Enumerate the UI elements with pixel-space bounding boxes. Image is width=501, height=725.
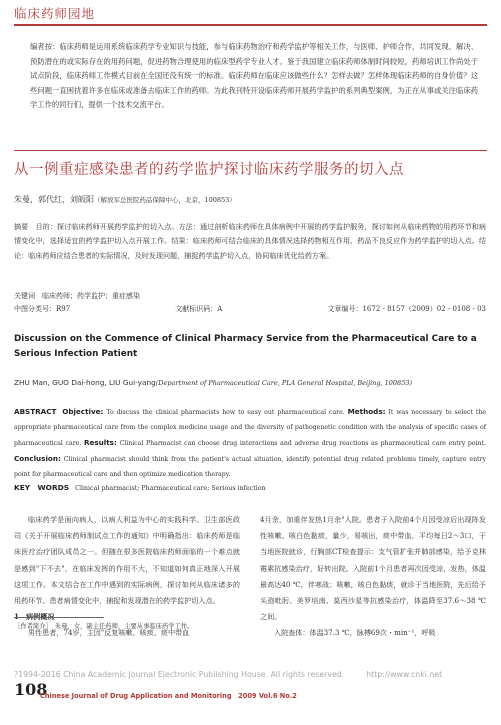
results-label: Results:	[83, 438, 117, 447]
body-paragraph: 男性患者，74岁，主因"反复咳嗽、咳痰、痰中带血	[28, 628, 190, 638]
article-title: 从一例重症感染患者的药学监护探讨临床药学服务的切入点	[14, 162, 404, 178]
objective-text: To discuss the clinical pharmacists how to easy out pharmaceutical care.	[106, 409, 345, 416]
objective-label: Objective:	[62, 407, 104, 416]
body-paragraph: 入院查体：体温37.3 ℃，脉搏69次・min⁻¹，呼吸	[274, 628, 436, 638]
methods-text: It was necessary to select the appropriate pharmaceutical care from the complex medicine usage and the diversity of pathogenetic condition with the analysis of specific cases of pharmaceutical care.	[14, 409, 487, 447]
body-paragraph: 临床药学是面向病人，以病人利益为中心的实践科学。卫生部医政司《关于开展临床药师制试点工作的通知》中明确指出：临床药师是临床医疗治疗团队成员之一。但随在很多医院临床药师面临的一个难点就是感到"下不去"，在临床发挥的作用不大，不知道如何真正地深入开展这项工作。本文结合在工作中遇到的实际病例，探讨如何从临床诸多的用药环节、患者病情变化中，捕捉和发现潜在的药学监护切入点。	[14, 515, 240, 606]
column-title: 临床药师园地	[14, 6, 96, 21]
journal-footer: Chinese Journal of Drug Application and Monitoring 2009 Vol.6 No.2	[40, 692, 297, 700]
conclusion-text: Clinical pharmacist should think from the patient's actual situation, identify potential drug related problems timely, capture entry point for pharmaceutical care and then optimize medication therapy.	[14, 456, 486, 478]
copyright-watermark	[14, 670, 442, 679]
abstract-en	[14, 404, 486, 482]
clc-number: 中图分类号：R97	[14, 305, 71, 313]
classification-row	[14, 304, 486, 314]
author-names: 朱曼，郭代红，刘皈阳	[14, 195, 94, 204]
title-rule	[14, 150, 487, 151]
watermark-text: ?1994-2016 China Academic Journal Electronic Publishing House. All rights reserved.	[14, 670, 345, 679]
document-code: 文献标识码：A	[175, 305, 223, 313]
authors-en	[14, 378, 412, 387]
keywords-cn: 关键词 临床药师；药学监护；重症感染	[14, 292, 140, 300]
keywords-en	[14, 482, 266, 493]
conclusion-label: Conclusion:	[14, 454, 61, 463]
authors	[14, 194, 236, 205]
body-paragraph: 4月余，加重伴发热1月余"入院。患者于入院前4个月因受凉后出现阵发性咳嗽、咳白色黏痰，量少，易咳出，痰中带血，平均每日2～3口，于当地医院就诊，行胸部CT检查提示：支气管扩张并肺部感染，给予克林霉素抗感染治疗，好转出院。入院前1个月患者再次因受凉，发热，体温最高达40 ℃，伴寒战；咳嗽，咳白色黏痰，就诊于当地医院，先后给予头孢吡肟、美罗培南、莫西沙星等抗感染治疗，体温降至37.6～38 ℃之间。	[260, 515, 486, 622]
author-affiliation: （解放军总医院药品保障中心，北京，100853）	[94, 196, 236, 204]
keywords-en-text: Clinical pharmacist; Pharmaceutical care; Serious infection	[75, 485, 266, 492]
watermark-url: http://www.cnki.net	[366, 670, 443, 679]
methods-label: Methods:	[347, 407, 386, 416]
header-rule	[14, 24, 487, 26]
abstract-en-label: ABSTRACT	[14, 407, 57, 416]
keywords-en-label: KEY WORDS	[14, 483, 70, 492]
footnote-rule	[14, 617, 104, 618]
author-names-en: ZHU Man, GUO Dai-hong, LIU Gui-yang	[14, 378, 156, 387]
section-heading: 1 病例概况	[14, 612, 55, 622]
author-footnote: ［作者简介］ 朱曼，女，副主任药师，主要从事临床药学工作。	[14, 623, 194, 630]
page-number: 108	[14, 680, 48, 699]
body-column-right	[260, 512, 486, 642]
results-text: Clinical Pharmacist can choose drug interactions and adverse drug reactions as pharmaceutical care entry point.	[119, 440, 487, 447]
article-title-en: Discussion on the Commence of Clinical Pharmacy Service from the Pharmaceutical Care to a Serious Infection Patient	[14, 334, 477, 359]
editor-note: 编者按：临床药师是运用系统临床药学专业知识与技能，参与临床药物治疗和药学监护等相关工作，与医师、护师合作，共同发现、解决、预防潜在的或实际存在的用药问题，促进药物合理使用的临床型药学专业人才。鉴于我国建立临床药师体制时间较短，药师培训工作尚处于试点阶段，临床药师工作模式目前在全国还没有统一的标准。临床药师在临床应该做些什么？怎样去做？怎样体现临床药师的自身价值？这些问题一直困扰着许多在临床或准备去临床工作的药师。为此我刊特开设临床药师开展药学监护的系列典型案例，为正在从事或关注临床药学工作的同行们，提供一个技术交流平台。	[30, 42, 478, 109]
author-affiliation-en: (Department of Pharmaceutical Care, PLA General Hospital, Beijing, 100853)	[155, 379, 412, 387]
abstract-cn: 摘要 目的：探讨临床药师开展药学监护的切入点。方法：通过剖析临床药师在具体病例中开展的药学监护服务，探讨如何从临床药物的用药环节和病情变化中，选择适宜的药学监护切入点开展工作。结果：临床药师可结合临床的具体情况选择药物相互作用、药品不良反应作为药学监护的切入点。结论：临床药师应结合患者的实际情况，及时发现问题，捕捉药学监护切入点，协同临床优化给药方案。	[14, 222, 486, 260]
article-number: 文章编号：1672 - 8157（2009）02 - 0108 - 03	[327, 305, 486, 313]
